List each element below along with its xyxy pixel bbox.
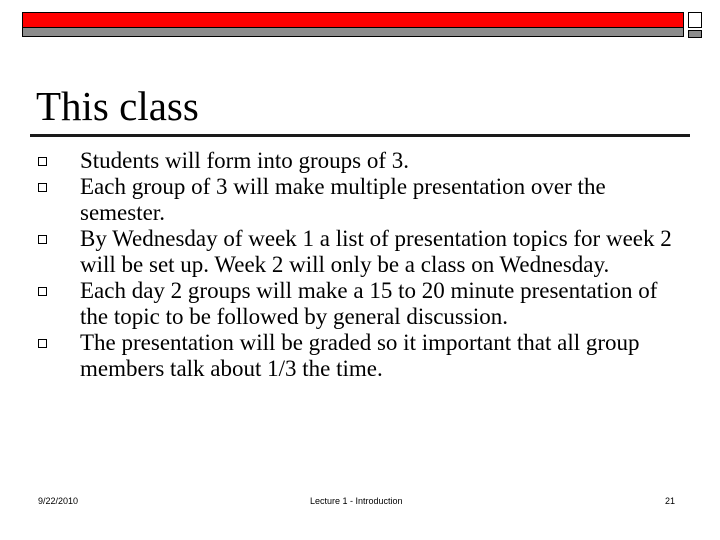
square-bullet-icon [38,287,47,296]
header-square-bottom [688,30,702,38]
header-bar-gray [22,28,684,37]
bullet-item [36,330,676,382]
bullet-text: The presentation will be graded so it important that all group members talk about 1/3 the time. [80,330,640,381]
bullet-text: Each group of 3 will make multiple presentation over the semester. [80,174,606,225]
bullet-text: By Wednesday of week 1 a list of presentation topics for week 2 will be set up. Week 2 will only be a class on Wednesday. [80,226,672,277]
slide-title: This class [36,83,199,129]
bullet-item [36,174,676,226]
bullet-text: Each day 2 groups will make a 15 to 20 minute presentation of the topic to be followed by general discussion. [80,278,658,329]
footer-page-number: 21 [665,496,676,506]
square-bullet-icon [38,339,47,348]
header-square-top [688,12,702,28]
footer-date: 9/22/2010 [38,496,79,506]
title-underline [30,134,690,137]
bullet-list [36,148,676,382]
footer-title: Lecture 1 - Introduction [310,496,403,506]
square-bullet-icon [38,183,47,192]
bullet-item [36,148,676,174]
square-bullet-icon [38,157,47,166]
square-bullet-icon [38,235,47,244]
bullet-item [36,278,676,330]
bullet-text: Students will form into groups of 3. [80,148,410,173]
header-bar-red [22,12,684,28]
bullet-item [36,226,676,278]
